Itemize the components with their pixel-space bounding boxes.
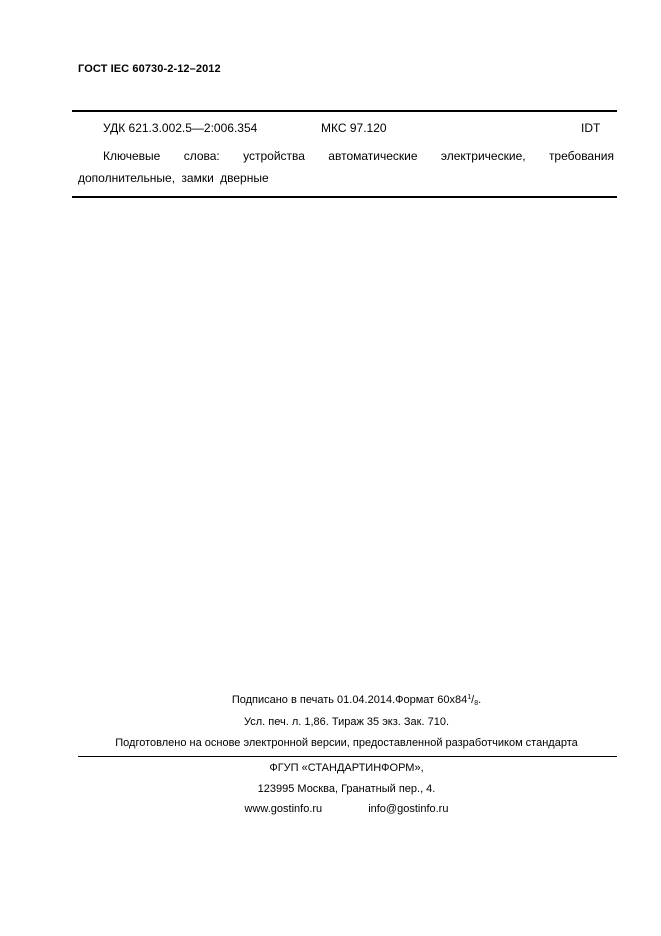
print-info: Усл. печ. л. 1,86. Тираж 35 экз. Зак. 710.: [243, 716, 449, 728]
udk-code: УДК 621.3.002.5—2:006.354: [103, 121, 258, 135]
format-end: .: [478, 694, 482, 706]
keyword-word: электрические,: [440, 149, 526, 163]
keyword-word: устройства: [243, 149, 305, 163]
format-subscript: 8: [474, 700, 479, 707]
keyword-word: требования: [548, 149, 614, 163]
email-link[interactable]: info@gostinfo.ru: [368, 803, 449, 815]
keywords-line-1: [103, 149, 614, 163]
publisher-name: ФГУП «СТАНДАРТИНФОРМ»,: [269, 762, 424, 774]
keywords-line-2: дополнительные, замки дверные: [78, 171, 269, 185]
prepared-note: Подготовлено на основе электронной версии, предоставленной разработчиком стандарта: [115, 737, 578, 749]
format-superscript: 1: [467, 694, 472, 701]
website-link[interactable]: www.gostinfo.ru: [244, 803, 323, 815]
publisher-contacts: [78, 803, 615, 815]
signed-text: Подписано в печать 01.04.2014.Формат 60x84: [231, 694, 468, 706]
publisher-address: 123995 Москва, Гранатный пер., 4.: [257, 783, 436, 795]
keyword-word: автоматические: [328, 149, 418, 163]
top-divider: [72, 110, 617, 112]
keyword-word: Ключевые: [103, 149, 161, 163]
degree-of-correspondence: IDT: [581, 121, 601, 135]
keyword-word: слова:: [183, 149, 220, 163]
imprint-divider: [78, 756, 617, 757]
mks-code: МКС 97.120: [321, 121, 387, 135]
standard-code: ГОСТ IEC 60730-2-12–2012: [78, 63, 221, 75]
keywords-divider: [72, 196, 617, 198]
signed-for-print: Подписано в печать 01.04.2014.Формат $60x84^1/_8$.: [231, 694, 482, 707]
